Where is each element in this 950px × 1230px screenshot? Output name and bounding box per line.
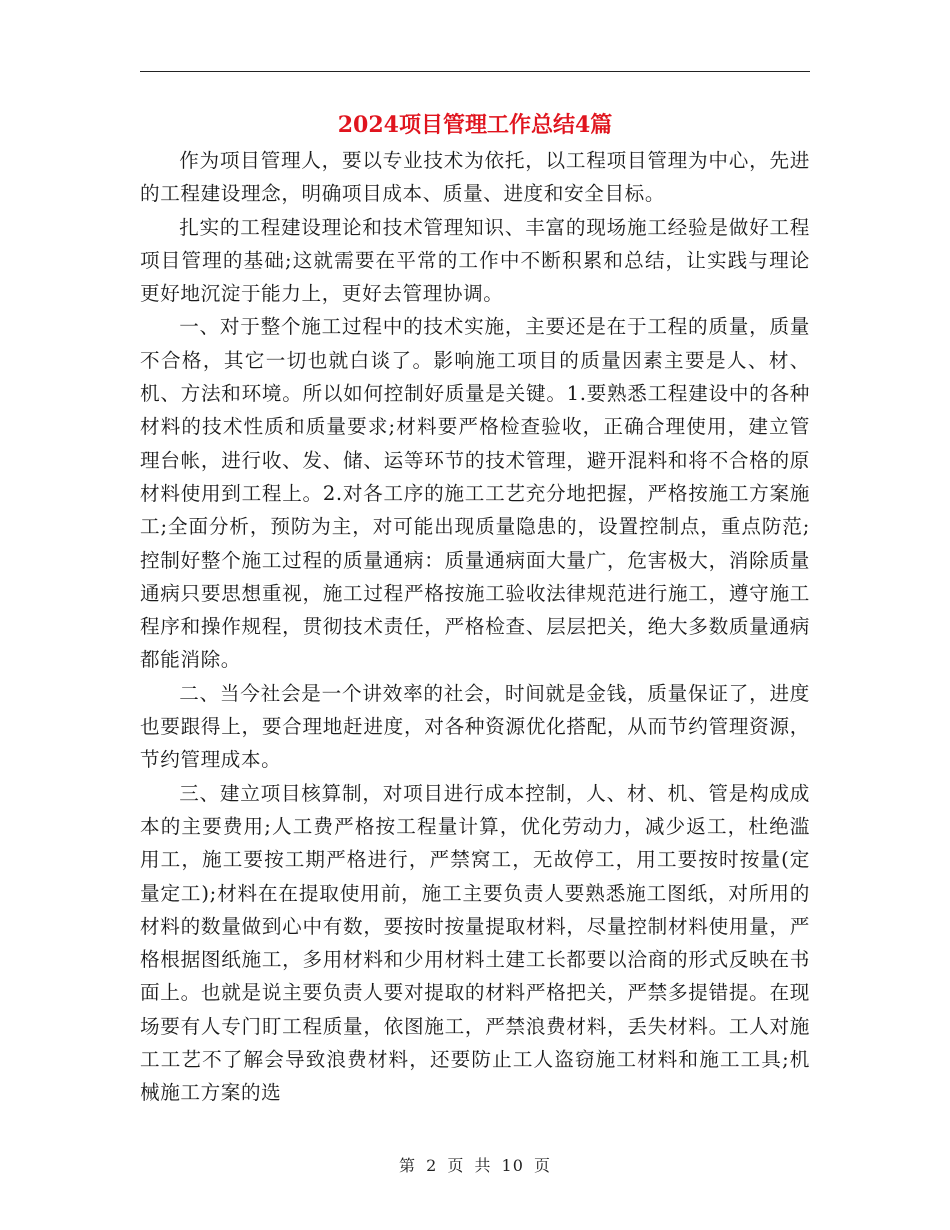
paragraph-intro: 作为项目管理人，要以专业技术为依托，以工程项目管理为中心，先进的工程建设理念，明确项目成本、质量、进度和安全目标。 [140,149,810,206]
header-rule [140,71,810,72]
paragraph-section-1-quality: 一、对于整个施工过程中的技术实施，主要还是在于工程的质量，质量不合格，其它一切也就白谈了。影响施工项目的质量因素主要是人、材、机、方法和环境。所以如何控制好质量是关键。1.要熟悉工程建设中的各种材料的技术性质和质量要求;材料要严格检查验收，正确合理使用，建立管理台帐，进行收、发、储、运等环节的技术管理，避开混料和将不合格的原材料使用到工程上。2.对各工序的施工工艺充分地把握，严格按施工方案施工;全面分析，预防为主，对可能出现质量隐患的，设置控制点，重点防范;控制好整个施工过程的质量通病：质量通病面大量广，危害极大，消除质量通病只要思想重视，施工过程严格按施工验收法律规范进行施工，遵守施工程序和操作规程，贯彻技术责任，严格检查、层层把关，绝大多数质量通病都能消除。 [140,315,810,672]
page-number-footer: 第 2 页 共 10 页 [399,1156,551,1175]
paragraph-section-3-cost: 三、建立项目核算制，对项目进行成本控制，人、材、机、管是构成成本的主要费用;人工费严格按工程量计算，优化劳动力，减少返工，杜绝滥用工，施工要按工期严格进行，严禁窝工，无故停工，用工要按时按量(定量定工);材料在在提取使用前，施工主要负责人要熟悉施工图纸，对所用的材料的数量做到心中有数，要按时按量提取材料，尽量控制材料使用量，严格根据图纸施工，多用材料和少用材料土建工长都要以洽商的形式反映在书面上。也就是说主要负责人要对提取的材料严格把关，严禁多提错提。在现场要有人专门盯工程质量，依图施工，严禁浪费材料，丢失材料。工人对施工工艺不了解会导致浪费材料，还要防止工人盗窃施工材料和施工工具;机械施工方案的选 [140,781,810,1105]
paragraph-foundation: 扎实的工程建设理论和技术管理知识、丰富的现场施工经验是做好工程项目管理的基础;这就需要在平常的工作中不断积累和总结，让实践与理论更好地沉淀于能力上，更好去管理协调。 [140,215,810,306]
paragraph-section-2-schedule: 二、当今社会是一个讲效率的社会，时间就是金钱，质量保证了，进度也要跟得上，要合理地赶进度，对各种资源优化搭配，从而节约管理资源，节约管理成本。 [140,681,810,772]
document-title: 2024项目管理工作总结4篇 [337,112,613,138]
document-body [140,144,810,1110]
